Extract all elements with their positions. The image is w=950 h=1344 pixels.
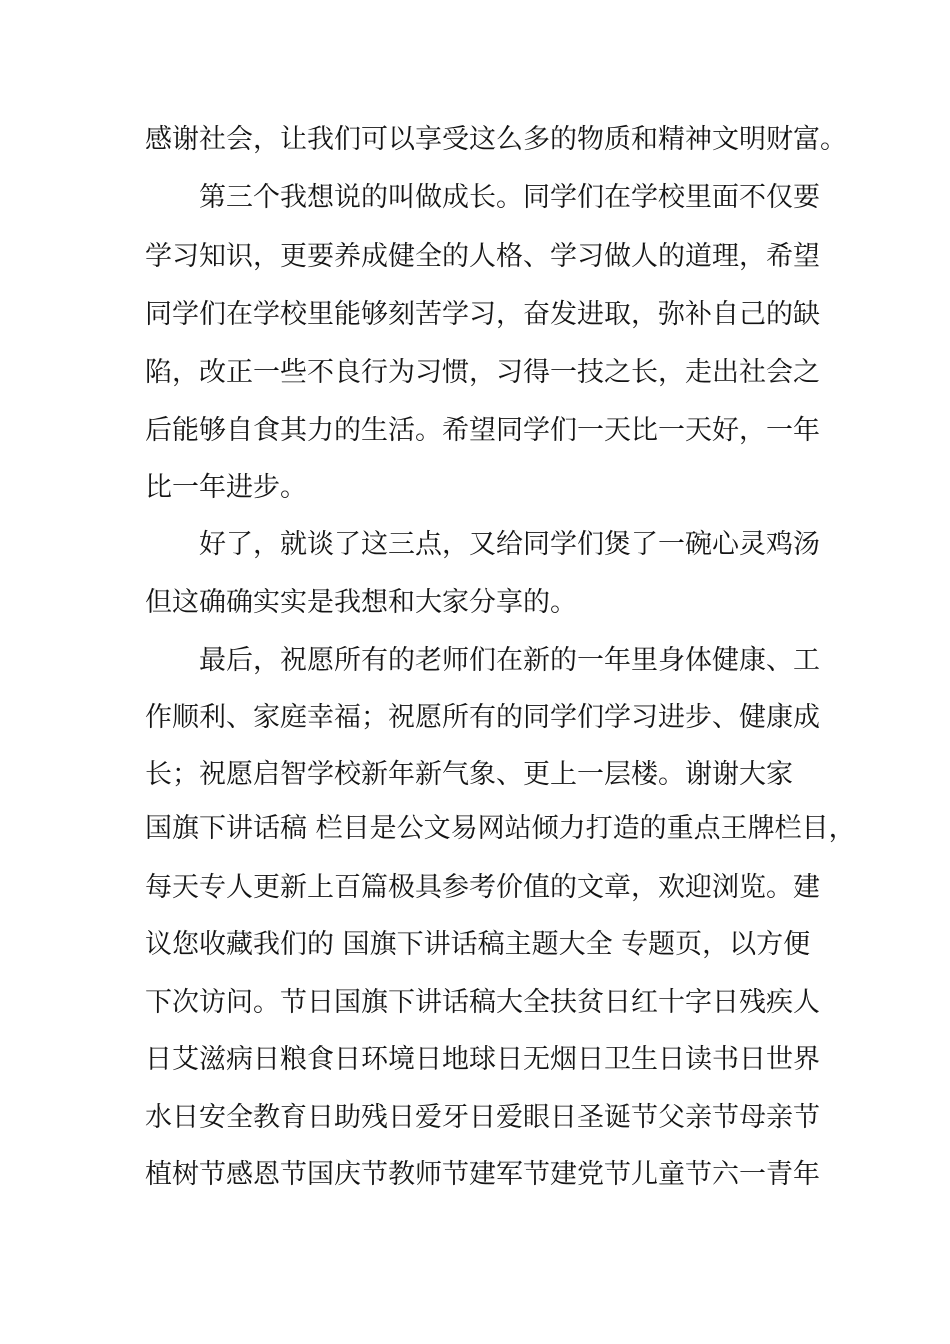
promo-line: 植树节感恩节国庆节教师节建军节建党节儿童节六一青年 xyxy=(145,1159,820,1190)
text-line: 比一年进步。 xyxy=(145,472,307,503)
text-line: 同学们在学校里能够刻苦学习，奋发进取，弥补自己的缺 xyxy=(145,299,820,330)
promo-line: 水日安全教育日助残日爱牙日爱眼日圣诞节父亲节母亲节 xyxy=(145,1102,820,1133)
paragraph-start-line: 最后，祝愿所有的老师们在新的一年里身体健康、工 xyxy=(199,645,820,676)
promo-line: 每天专人更新上百篇极具参考价值的文章，欢迎浏览。建 xyxy=(145,872,820,903)
text-line: 感谢社会，让我们可以享受这么多的物质和精神文明财富。 xyxy=(145,124,847,155)
paragraph-start-line: 第三个我想说的叫做成长。同学们在学校里面不仅要 xyxy=(199,182,820,213)
text-line: 陷，改正一些不良行为习惯，习得一技之长，走出社会之 xyxy=(145,357,820,388)
text-line: 长；祝愿启智学校新年新气象、更上一层楼。谢谢大家 xyxy=(145,759,793,790)
text-line: 但这确确实实是我想和大家分享的。 xyxy=(145,587,577,618)
promo-line: 日艾滋病日粮食日环境日地球日无烟日卫生日读书日世界 xyxy=(145,1044,820,1075)
paragraph-start-line: 好了，就谈了这三点，又给同学们煲了一碗心灵鸡汤 xyxy=(199,529,820,560)
promo-line: 国旗下讲话稿 栏目是公文易网站倾力打造的重点王牌栏目， xyxy=(145,813,856,844)
text-line: 学习知识，更要养成健全的人格、学习做人的道理，希望 xyxy=(145,241,820,272)
promo-line: 议您收藏我们的 国旗下讲话稿主题大全 专题页，以方便 xyxy=(145,929,811,960)
text-line: 后能够自食其力的生活。希望同学们一天比一天好，一年 xyxy=(145,415,820,446)
text-line: 作顺利、家庭幸福；祝愿所有的同学们学习进步、健康成 xyxy=(145,702,820,733)
promo-line: 下次访问。节日国旗下讲话稿大全扶贫日红十字日残疾人 xyxy=(145,987,820,1018)
